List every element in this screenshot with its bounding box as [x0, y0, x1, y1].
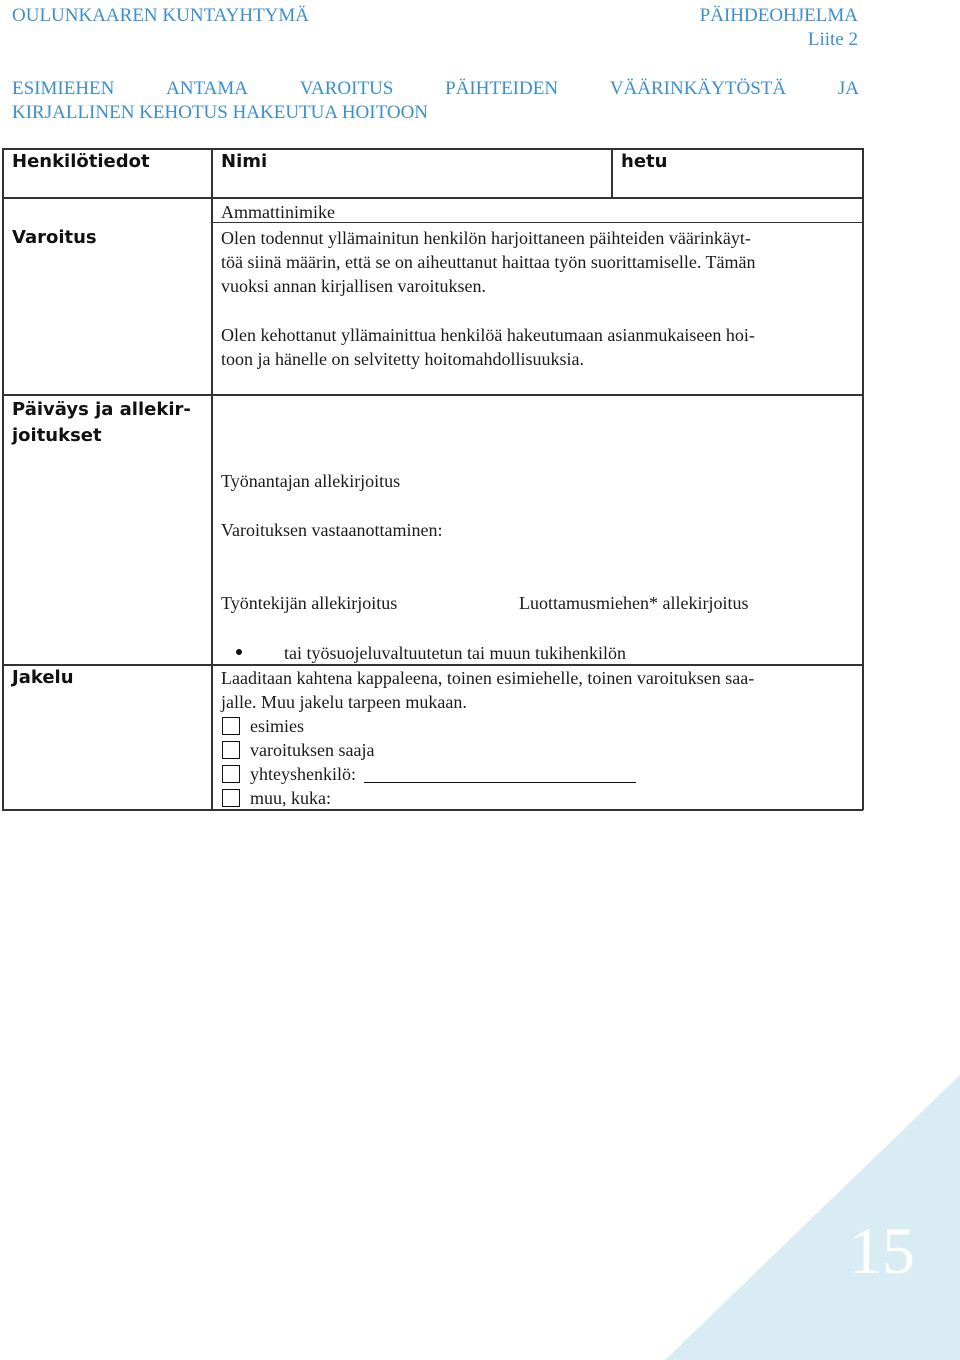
distribution-text [221, 666, 853, 714]
id-field-label: hetu [621, 151, 668, 172]
paragraph-line: töä siinä määrin, että se on aiheuttanut haittaa työn suorittamiselle. Tämän [221, 252, 756, 272]
checkbox[interactable] [222, 765, 240, 783]
signatures-label-line1 [12, 397, 202, 423]
title-line-1 [12, 77, 859, 101]
table-border-bottom [2, 809, 863, 811]
option-esimies[interactable] [222, 715, 304, 737]
option-label: varoituksen saaja [250, 739, 375, 760]
contact-person-line[interactable] [364, 766, 636, 783]
signatures-label-text: Päiväys ja allekir- [12, 399, 191, 420]
warning-label: Varoitus [12, 227, 97, 248]
title-word: VÄÄRINKÄYTÖSTÄ [609, 78, 787, 99]
distribution-label: Jakelu [12, 667, 74, 688]
title-word: JA [837, 78, 859, 99]
title-word: VAROITUS [299, 78, 394, 99]
paragraph-line: jalle. Muu jakelu tarpeen mukaan. [221, 692, 467, 712]
employer-signature-label: Työnantajan allekirjoitus [221, 471, 401, 491]
attachment-label: Liite 2 [807, 29, 858, 50]
warning-paragraph-1 [221, 226, 853, 298]
signature-footnote: tai työsuojeluvaltuutetun tai muun tukihenkilön [284, 643, 626, 663]
page-number: 15 [849, 1215, 915, 1288]
corner-decoration [665, 1075, 960, 1360]
option-label: esimies [250, 715, 304, 736]
table-divider [2, 197, 863, 199]
table-border-right [862, 148, 864, 810]
job-title-label: Ammattinimike [221, 202, 335, 222]
title-line-2: KIRJALLINEN KEHOTUS HAKEUTUA HOITOON [12, 102, 429, 123]
representative-signature-label: Luottamusmiehen* allekirjoitus [519, 593, 749, 613]
bullet-icon [236, 649, 242, 655]
paragraph-line: toon ja hänelle on selvitetty hoitomahdollisuuksia. [221, 349, 584, 369]
checkbox[interactable] [222, 717, 240, 735]
document-title [12, 77, 859, 125]
option-other[interactable] [222, 787, 331, 809]
personal-info-label: Henkilötiedot [12, 151, 150, 172]
table-divider [2, 394, 863, 396]
paragraph-line-text: Olen todennut yllämainitun henkilön harjoittaneen päihteiden väärinkäyt- [221, 228, 751, 248]
employee-signature-label: Työntekijän allekirjoitus [221, 593, 398, 613]
paragraph-line: vuoksi annan kirjallisen varoituksen. [221, 276, 486, 296]
organization-name: OULUNKAAREN KUNTAYHTYMÄ [12, 5, 310, 26]
program-name: PÄIHDEOHJELMA [699, 5, 858, 26]
paragraph-line: Laaditaan kahtena kappaleena, toinen esimiehelle, toinen varoituksen saa- [221, 668, 755, 688]
name-field-label: Nimi [221, 151, 268, 172]
checkbox[interactable] [222, 789, 240, 807]
checkbox[interactable] [222, 741, 240, 759]
signatures-label [12, 397, 202, 449]
paragraph-line [221, 226, 853, 250]
option-label: muu, kuka: [250, 787, 331, 808]
table-border-left [2, 148, 4, 810]
option-label: yhteyshenkilö: [250, 763, 356, 784]
table-column-divider [611, 148, 613, 198]
option-contact-person[interactable] [222, 763, 636, 785]
title-word: ANTAMA [166, 78, 249, 99]
table-column-divider [211, 148, 213, 810]
title-word: PÄIHTEIDEN [445, 78, 559, 99]
option-warning-recipient[interactable] [222, 739, 374, 761]
title-word: ESIMIEHEN [12, 78, 115, 99]
paragraph-line: Olen kehottanut yllämainittua henkilöä hakeutumaan asianmukaiseen hoi- [221, 325, 755, 345]
receipt-label: Varoituksen vastaanottaminen: [221, 520, 443, 540]
warning-paragraph-2 [221, 323, 853, 371]
signatures-label-line2: joitukset [12, 425, 102, 446]
table-border-top [2, 148, 863, 150]
